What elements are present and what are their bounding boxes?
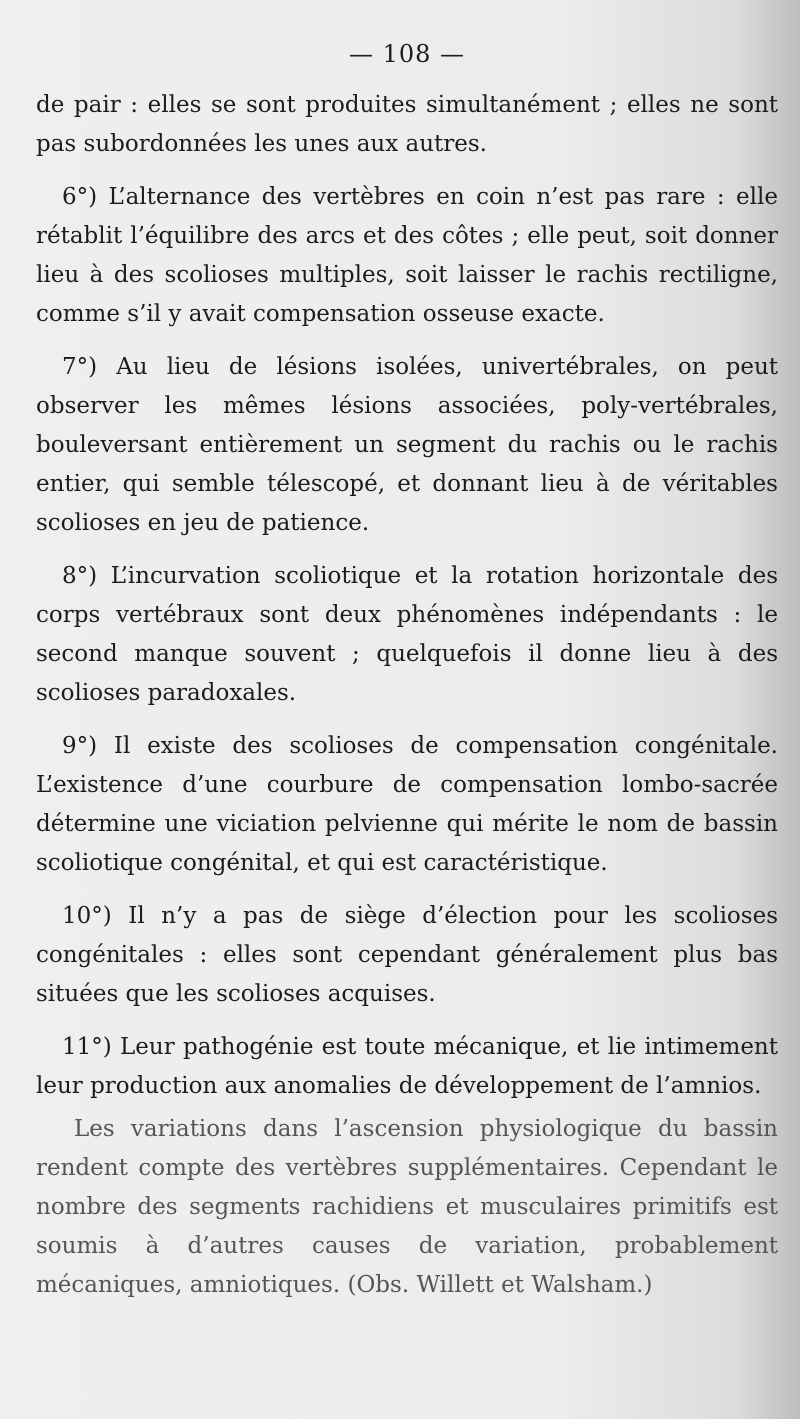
paragraph-item-10: 10°) Il n’y a pas de siège d’élection pour les scolioses congénitales : elles sont cependant généralement plus bas situées que les scolioses acquises.: [36, 903, 778, 1007]
paragraph-item-6: 6°) L’alternance des vertèbres en coin n’est pas rare : elle rétablit l’équilibre des arcs et des côtes ; elle peut, soit donner lieu à des scolioses multiples, soit laisser le rachis rectiligne, comme s’il y avait compensation osseuse exacte.: [36, 184, 778, 327]
paragraph-item-7: 7°) Au lieu de lésions isolées, univertébrales, on peut observer les mêmes lésions associées, poly-vertébrales, bouleversant entièrement un segment du rachis ou le rachis entier, qui semble télescopé, et donnant lieu à de véritables scolioses en jeu de patience.: [36, 354, 778, 536]
paragraph-closing: Les variations dans l’ascension physiologique du bassin rendent compte des vertèbres supplémentaires. Cependant le nombre des segments rachidiens et musculaires primitifs est soumis à d’autres causes de variation, probablement mécaniques, amniotiques. (Obs. Willett et Walsham.): [36, 1116, 778, 1298]
paragraph-item-8: 8°) L’incurvation scoliotique et la rotation horizontale des corps vertébraux sont deux phénomènes indépendants : le second manque souvent ; quelquefois il donne lieu à des scolioses paradoxales.: [36, 563, 778, 706]
page-number: — 108 —: [348, 40, 466, 68]
paragraph-item-11: 11°) Leur pathogénie est toute mécanique, et lie intimement leur production aux anomalies de développement de l’amnios.: [36, 1034, 778, 1099]
paragraph-continuation: de pair : elles se sont produites simultanément ; elles ne sont pas subordonnées les unes aux autres.: [36, 92, 778, 157]
paragraph-item-9: 9°) Il existe des scolioses de compensation congénitale. L’existence d’une courbure de compensation lombo-sacrée détermine une viciation pelvienne qui mérite le nom de bassin scoliotique congénital, et qui est caractéristique.: [36, 733, 778, 876]
